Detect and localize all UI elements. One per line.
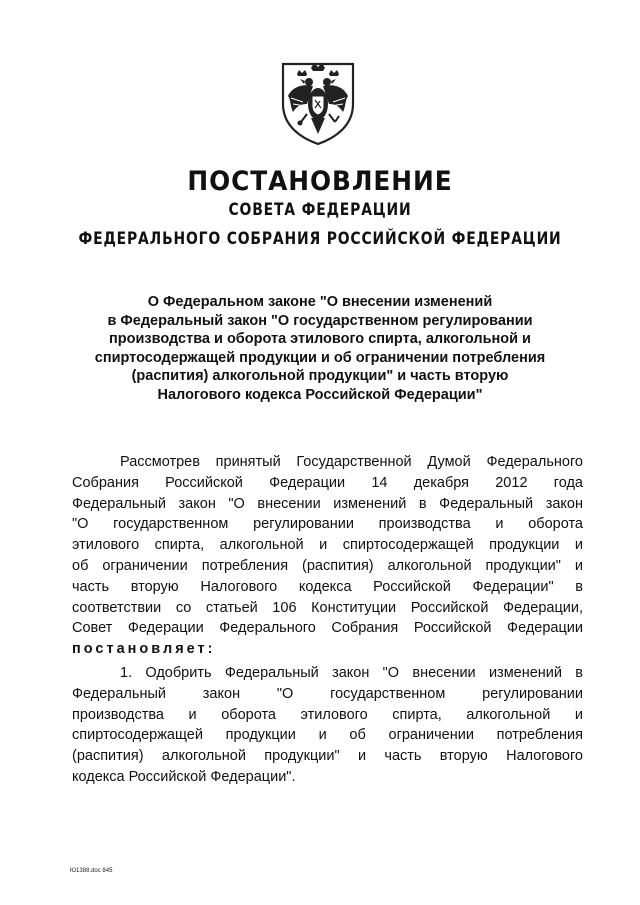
preamble-line: соответствии со статьей 106 Конституции Российской Федерации, — [72, 599, 583, 616]
clause-line: производства и оборота этилового спирта, алкогольной и — [72, 706, 583, 723]
subject-line: О Федеральном законе "О внесении изменений — [147, 294, 493, 310]
preamble-line: Собрания Российской Федерации 14 декабря 2012 года — [72, 474, 583, 491]
page-subtitle-line-1: СОВЕТА ФЕДЕРАЦИИ — [228, 200, 412, 220]
subject-line: спиртосодержащей продукции и об ограничении потребления — [94, 349, 546, 366]
page-subtitle-line-2: ФЕДЕРАЛЬНОГО СОБРАНИЯ РОССИЙСКОЙ ФЕДЕРАЦИИ — [78, 229, 562, 249]
clause-line: кодекса Российской Федерации". — [72, 768, 296, 785]
clause-line: (распития) алкогольной продукции" и часть вторую Налогового — [72, 748, 583, 765]
clause-line: Федеральный закон "О государственном регулировании — [72, 685, 583, 702]
document-subject — [80, 293, 560, 405]
subject-line: в Федеральный закон "О государственном регулировании — [107, 312, 533, 329]
preamble-line: Совет Федерации Федерального Собрания Российской Федерации — [72, 620, 583, 637]
subject-line: (распития) алкогольной продукции" и часть вторую — [131, 368, 509, 385]
preamble-line: "О государственном регулировании производства и оборота — [72, 516, 583, 533]
subject-line: Налогового кодекса Российской Федерации" — [157, 386, 483, 403]
preamble-line: об ограничении потребления (распития) алкогольной продукции" и — [72, 557, 583, 574]
preamble-paragraph — [72, 452, 583, 660]
preamble-line: часть вторую Налогового кодекса Российской Федерации" в — [72, 578, 583, 595]
document-code: Ю1388.doc 845 — [70, 868, 113, 874]
russian-coat-of-arms-icon — [273, 56, 363, 146]
clause-line: 1. Одобрить Федеральный закон "О внесении изменений в — [120, 665, 583, 681]
subject-line: производства и оборота этилового спирта, алкогольной и — [109, 331, 531, 348]
clause-line: спиртосодержащей продукции и об ограничении потребления — [72, 727, 583, 744]
clause-1-paragraph — [72, 663, 583, 788]
preamble-line: Рассмотрев принятый Государственной Думой Федерального — [120, 454, 583, 470]
resolves-word: постановляет: — [72, 641, 216, 658]
page-title: ПОСТАНОВЛЕНИЕ — [187, 166, 453, 197]
preamble-line: Федеральный закон "О внесении изменений в Федеральный закон — [72, 495, 583, 512]
preamble-line: этилового спирта, алкогольной и спиртосодержащей продукции и — [72, 537, 583, 554]
